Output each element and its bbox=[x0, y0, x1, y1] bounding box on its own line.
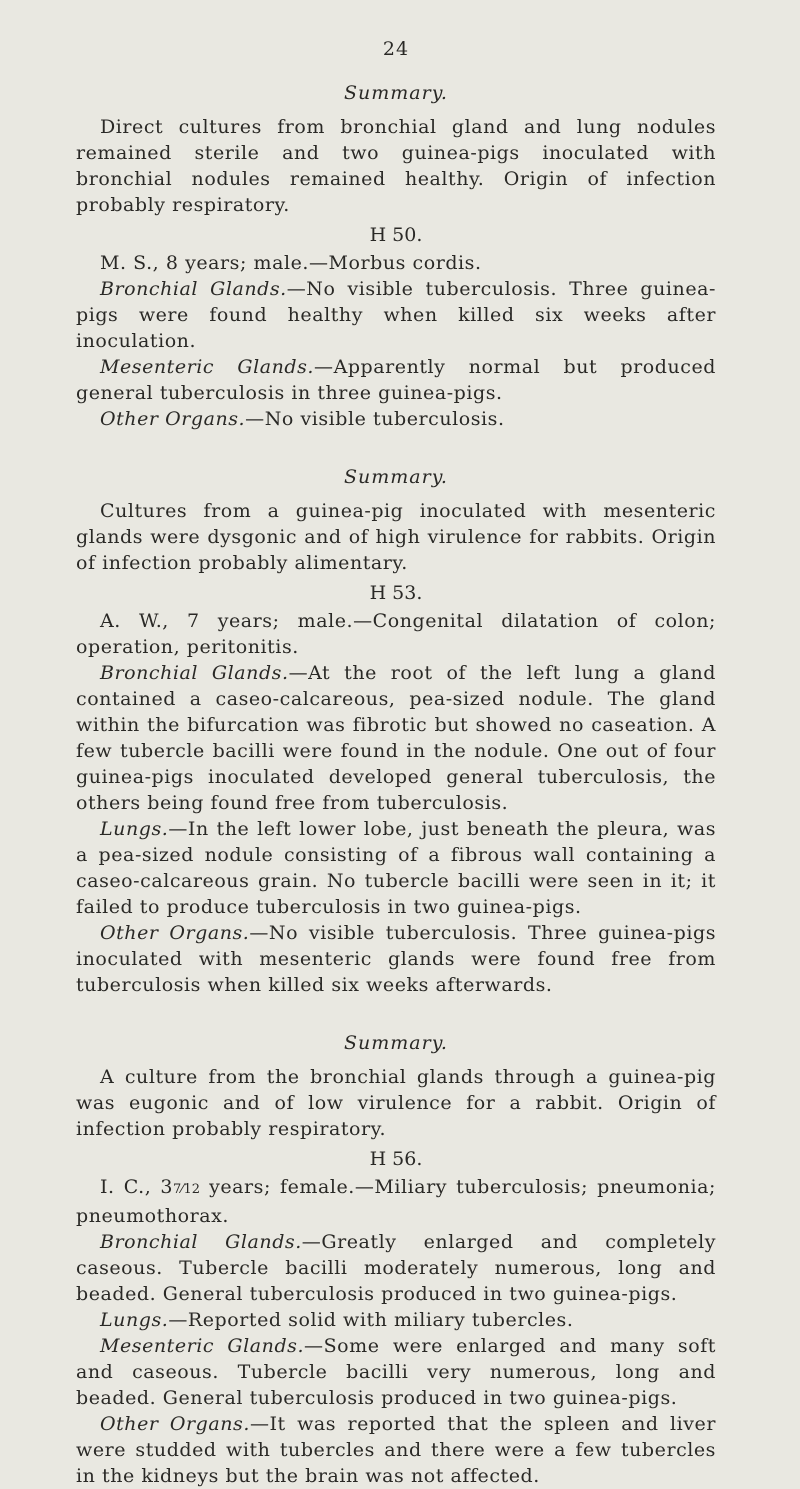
section-text: —Greatly enlarged and completely caseous. Tubercle bacilli moderately numerous, long and beaded. General tuberculosis produced in two guinea-pigs. bbox=[76, 1231, 716, 1305]
document-page bbox=[76, 38, 716, 1489]
section-text: —It was reported that the spleen and liver were studded with tubercles and there were a few tubercles in the kidneys but the brain was not affected. bbox=[76, 1413, 716, 1487]
summary-heading: Summary. bbox=[344, 466, 448, 488]
section-text: —Apparently normal but produced general tuberculosis in three guinea-pigs. bbox=[76, 356, 716, 404]
case-heading-h53: H 53. bbox=[369, 582, 423, 604]
case-intro: M. S., 8 years; male.—Morbus cordis. bbox=[100, 252, 482, 274]
bronchial-glands-paragraph bbox=[76, 660, 716, 816]
section-text: —Reported solid with miliary tubercles. bbox=[168, 1309, 574, 1331]
age-fraction: 7⁄12 bbox=[173, 1182, 201, 1197]
section-label: Lungs. bbox=[100, 1309, 169, 1331]
mesenteric-glands-paragraph bbox=[76, 354, 716, 406]
summary-paragraph: A culture from the bronchial glands through a guinea-pig was eugonic and of low virulence for a rabbit. Origin of infection probably respiratory. bbox=[76, 1066, 716, 1140]
section-text: —No visible tuberculosis. bbox=[245, 408, 505, 430]
section-label: Mesenteric Glands. bbox=[100, 356, 315, 378]
section-label: Bronchial Glands. bbox=[100, 662, 289, 684]
lungs-paragraph bbox=[76, 816, 716, 920]
page-number: 24 bbox=[382, 38, 410, 60]
section-label: Other Organs. bbox=[100, 1413, 250, 1435]
summary-paragraph: Direct cultures from bronchial gland and lung nodules remained sterile and two guinea-pigs inoculated with bronchial nodules remained healthy. Origin of infection probably respiratory. bbox=[76, 116, 716, 216]
section-text: —In the left lower lobe, just beneath the pleura, was a pea-sized nodule consisting of a fibrous wall containing a caseo-calcareous grain. No tubercle bacilli were seen in it; it failed to produce tuberculosis in two guinea-pigs. bbox=[76, 818, 716, 918]
lungs-paragraph bbox=[76, 1307, 716, 1333]
summary-heading: Summary. bbox=[344, 82, 448, 104]
section-label: Other Organs. bbox=[100, 922, 250, 944]
bronchial-glands-paragraph bbox=[76, 276, 716, 354]
summary-heading: Summary. bbox=[344, 1032, 448, 1054]
section-text: —Some were enlarged and many soft and caseous. Tubercle bacilli very numerous, long and beaded. General tuberculosis produced in two guinea-pigs. bbox=[76, 1335, 716, 1409]
section-label: Bronchial Glands. bbox=[100, 1231, 302, 1253]
case-intro bbox=[76, 1174, 716, 1229]
section-text: —No visible tuberculosis. Three guinea-pigs inoculated with mesenteric glands were found free from tuberculosis when killed six weeks afterwards. bbox=[76, 922, 716, 996]
bronchial-glands-paragraph bbox=[76, 1229, 716, 1307]
section-label: Lungs. bbox=[100, 818, 169, 840]
section-text: —No visible tuberculosis. Three guinea-pigs were found healthy when killed six weeks after inoculation. bbox=[76, 278, 716, 352]
section-label: Other Organs. bbox=[100, 408, 246, 430]
case-intro-part: years; female.—Miliary tuberculosis; pneumonia; pneumothorax. bbox=[76, 1176, 716, 1227]
case-heading-h50: H 50. bbox=[369, 224, 423, 246]
section-text: —At the root of the left lung a gland contained a caseo-calcareous, pea-sized nodule. The gland within the bifurcation was fibrotic but showed no caseation. A few tubercle bacilli were found in the nodule. One out of four guinea-pigs inoculated developed general tuberculosis, the others being found free from tuberculosis. bbox=[76, 662, 717, 814]
summary-paragraph: Cultures from a guinea-pig inoculated with mesenteric glands were dysgonic and of high virulence for rabbits. Origin of infection probably alimentary. bbox=[76, 500, 716, 574]
other-organs-paragraph bbox=[76, 920, 716, 998]
case-intro: A. W., 7 years; male.—Congenital dilatation of colon; operation, peritonitis. bbox=[76, 610, 716, 658]
other-organs-paragraph bbox=[76, 1411, 716, 1489]
case-heading-h56: H 56. bbox=[369, 1148, 423, 1170]
section-label: Mesenteric Glands. bbox=[100, 1335, 305, 1357]
mesenteric-glands-paragraph bbox=[76, 1333, 716, 1411]
other-organs-paragraph bbox=[76, 406, 716, 432]
section-label: Bronchial Glands. bbox=[100, 278, 287, 300]
case-intro-part: I. C., 3 bbox=[100, 1176, 174, 1198]
